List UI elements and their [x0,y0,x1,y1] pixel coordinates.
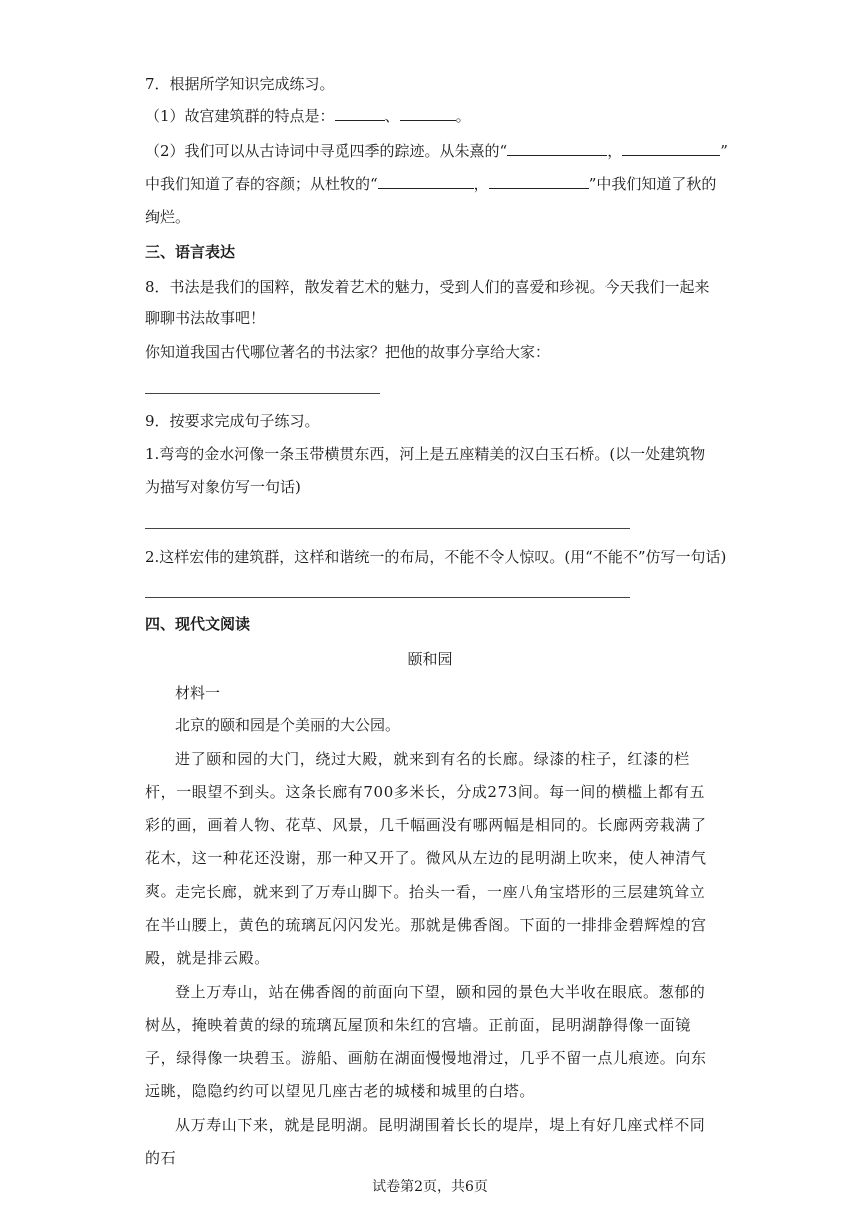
article-title: 颐和园 [407,650,453,668]
q9-sentence1: 1.弯弯的金水河像一条玉带横贯东西，河上是五座精美的汉白玉石桥。(以一处建筑物 [145,445,706,463]
q7-part1-prefix: （1）故宫建筑群的特点是： [145,107,335,125]
section-title: 四、现代文阅读 [145,615,251,633]
section-title: 三、语言表达 [145,243,236,261]
answer-blank[interactable] [378,174,474,189]
q7-comma: ， [473,175,489,193]
q7-part1-sep: 、 [384,107,400,125]
answer-blank[interactable] [400,106,456,121]
q7-part1 [145,105,725,127]
q9-sentence1-cont: 为描写对象仿写一句话) [145,478,301,496]
answer-line[interactable] [145,597,630,598]
article-paragraph: 从万寿山下来，就是昆明湖。昆明湖围着长长的堤岸，堤上有好几座式样不同的石 [145,1116,706,1167]
q8-line: 8．书法是我们的国粹，散发着艺术的魅力，受到人们的喜爱和珍视。今天我们一起来 [145,278,710,296]
q7-part2-text: 中我们知道了春的容颜；从杜牧的“ [145,175,378,193]
page-footer: 试卷第2页，共6页 [372,1179,488,1195]
q7-part2-line3: 绚烂。 [145,208,191,226]
q7-quote-end: ” [720,142,728,160]
answer-line[interactable] [145,528,630,529]
q7-part2-line1 [145,140,728,162]
answer-line[interactable] [145,393,380,394]
answer-blank[interactable] [507,141,607,156]
answer-blank[interactable] [489,174,589,189]
q7-part2-text: ”中我们知道了秋的 [588,175,717,193]
q7-part2-text: （2）我们可以从古诗词中寻觅四季的踪迹。从朱熹的“ [145,142,508,160]
q9-stem: 9．按要求完成句子练习。 [145,412,320,430]
q8-line: 你知道我国古代哪位著名的书法家？把他的故事分享给大家： [145,343,551,361]
article-paragraph: 进了颐和园的大门，绕过大殿，就来到有名的长廊。绿漆的柱子，红漆的栏杆，一眼望不到头。这条长廊有700多米长，分成273间。每一间的横槛上都有五彩的画，画着人物、花草、风景，几千幅画没有哪两幅是相同的。长廊两旁栽满了花木，这一种花还没谢，那一种又开了。微风从左边的昆明湖上吹来，使人神清气爽。 [145,750,707,900]
q8-line: 聊聊书法故事吧！ [145,309,266,327]
answer-blank[interactable] [335,106,385,121]
article-paragraph: 登上万寿山，站在佛香阁的前面向下望，颐和园的景色大半收在眼底。葱郁的树丛，掩映着黄的绿的琉璃瓦屋顶和朱红的宫墙。正前面，昆明湖静得像一面镜子，绿得像一块碧玉。游船、画舫在湖面慢慢地滑过，几乎不留一点儿痕迹。向东远眺，隐隐约约可以望见几座古老的城楼和城里的白塔。 [145,983,707,1100]
q7-stem: 7．根据所学知识完成练习。 [145,75,335,93]
q7-part1-end: 。 [455,107,471,125]
q9-sentence2: 2.这样宏伟的建筑群，这样和谐统一的布局，不能不令人惊叹。(用“不能不”仿写一句话) [145,548,727,566]
article-paragraph: 走完长廊，就来到了万寿山脚下。抬头一看，一座八角宝塔形的三层建筑耸立在半山腰上，黄色的琉璃瓦闪闪发光。那就是佛香阁。下面的一排排金碧辉煌的宫殿，就是排云殿。 [145,883,707,967]
material-label: 材料一 [175,684,221,702]
q7-part2-line2 [145,173,725,195]
q7-comma: ， [607,142,623,160]
answer-blank[interactable] [622,141,720,156]
article-paragraph: 北京的颐和园是个美丽的大公园。 [175,716,401,734]
